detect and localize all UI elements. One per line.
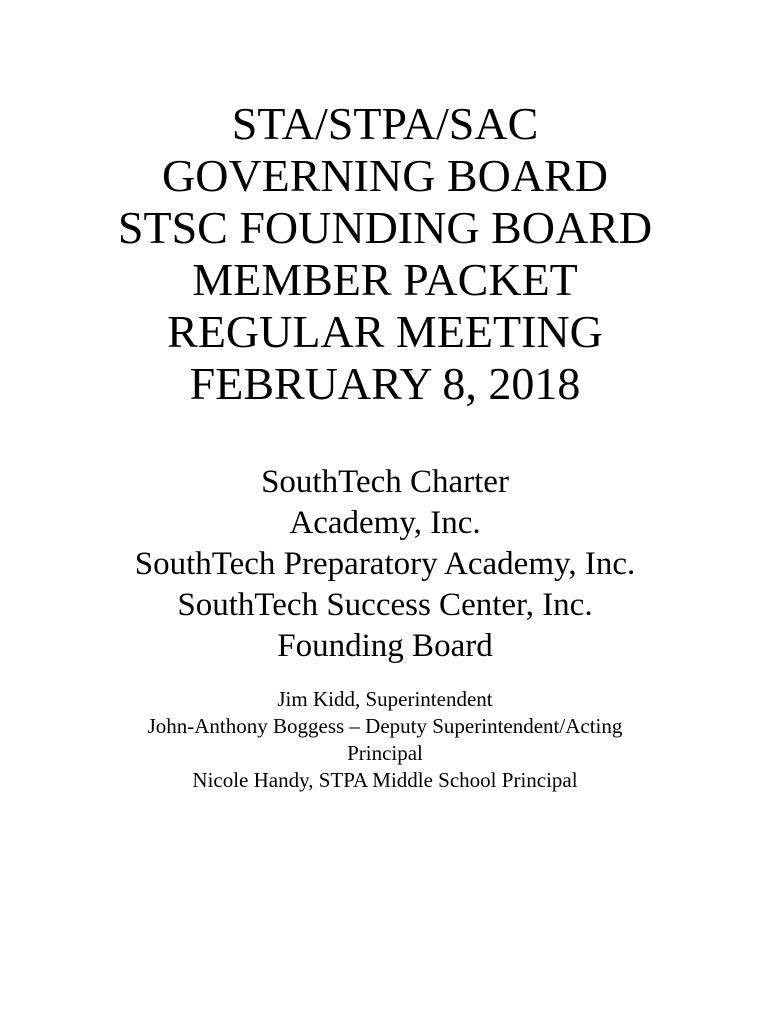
- title-line: REGULAR MEETING: [167, 306, 603, 357]
- organization-names: [0, 462, 770, 667]
- title-line: FEBRUARY 8, 2018: [189, 358, 581, 409]
- organization-line: Academy, Inc.: [289, 505, 481, 541]
- staff-line: John-Anthony Boggess – Deputy Superintendent/Acting: [147, 714, 623, 738]
- title-line: MEMBER PACKET: [192, 254, 578, 305]
- organization-line: Founding Board: [277, 628, 493, 664]
- organization-line: SouthTech Charter: [261, 464, 509, 500]
- staff-list: [0, 686, 770, 794]
- organization-line: SouthTech Preparatory Academy, Inc.: [134, 546, 636, 582]
- title-line: GOVERNING BOARD: [162, 150, 608, 201]
- packet-title: [0, 98, 770, 410]
- staff-line: Jim Kidd, Superintendent: [277, 687, 493, 711]
- staff-line: Principal: [347, 741, 423, 765]
- title-line: STSC FOUNDING BOARD: [117, 202, 653, 253]
- title-line: STA/STPA/SAC: [231, 98, 539, 149]
- staff-line: Nicole Handy, STPA Middle School Principal: [192, 768, 578, 792]
- organization-line: SouthTech Success Center, Inc.: [177, 587, 593, 623]
